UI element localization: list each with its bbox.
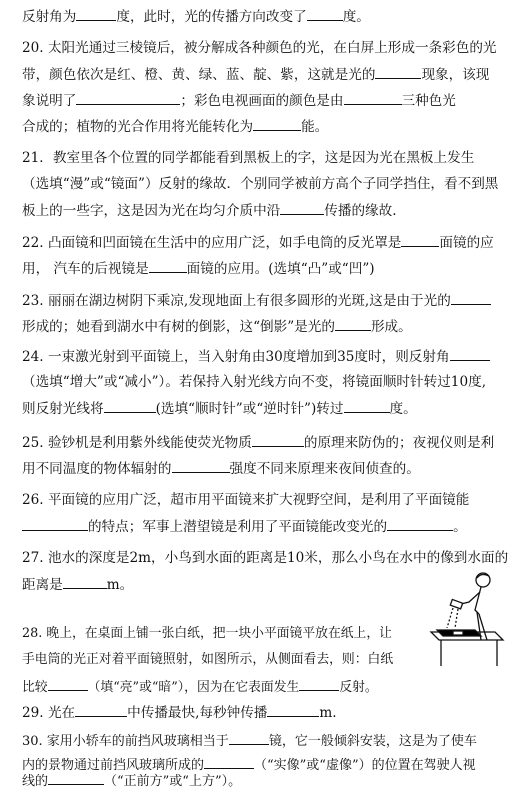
- q23-line-2: [22, 316, 412, 337]
- q30-line-1: [22, 730, 477, 752]
- q22-line-2: [22, 258, 375, 279]
- flashlight-mirror-figure: [425, 570, 515, 670]
- q27-line-1: 27. 池水的深度是2m，小鸟到水面的距离是10米，那么小鸟在水中的像到水面的: [22, 550, 509, 566]
- text: 面镜的应用。(选填“凸”或“凹”): [186, 261, 375, 277]
- q27-line-2: [22, 574, 133, 595]
- answer-blank[interactable]: [76, 90, 180, 105]
- answer-blank[interactable]: [75, 702, 127, 717]
- q28-line-1: 28. 晚上，在桌面上铺一张白纸，把一块小平面镜平放在纸上，让: [22, 626, 392, 641]
- text: 镜，它一般倾斜安装，这是为了使车: [268, 734, 477, 749]
- text: 用不同温度的物体辐射的: [22, 461, 172, 477]
- text: 25. 验钞机是利用紫外线能使荧光物质: [22, 435, 252, 451]
- answer-blank[interactable]: [63, 574, 107, 589]
- text: 度，此时，光的传播方向改变了: [116, 9, 307, 25]
- q20-line-4: [22, 116, 328, 137]
- text: 板上的一些字，这是因为光在均匀介质中沿: [22, 203, 281, 219]
- text: 比较: [22, 680, 48, 695]
- answer-blank[interactable]: [229, 730, 269, 745]
- answer-blank[interactable]: [48, 676, 88, 691]
- answer-blank[interactable]: [401, 232, 439, 247]
- answer-blank[interactable]: [307, 6, 343, 21]
- q25-line-2: [22, 458, 420, 479]
- text: 三种色光: [401, 93, 456, 109]
- answer-blank[interactable]: [387, 516, 453, 531]
- q22-line-1: [22, 232, 494, 253]
- text: 面镜的应: [439, 235, 494, 251]
- text: 形成。: [370, 319, 412, 335]
- text: 23. 丽丽在湖边树阴下乘凉,发现地面上有很多圆形的光斑,这是由于光的: [22, 293, 451, 309]
- answer-blank[interactable]: [252, 432, 304, 447]
- q24-line-3: [22, 398, 417, 419]
- text: 则反射光线将: [22, 401, 104, 417]
- answer-blank[interactable]: [450, 346, 490, 361]
- q20-line-2: [22, 64, 489, 85]
- text: 象说明了: [22, 93, 77, 109]
- text: （“正前方”或“上方”）。: [104, 774, 242, 789]
- q19-line: [22, 6, 370, 27]
- answer-blank[interactable]: [104, 398, 156, 413]
- q26-line-2: [22, 516, 467, 537]
- q20-line-1: 20. 太阳光通过三棱镜后，被分解成各种颜色的光，在白屏上形成一条彩色的光: [22, 40, 497, 56]
- text: 的特点；军事上潜望镜是利用了平面镜能改变光的: [88, 519, 388, 535]
- q21-line-2: （选填“漫”或“镜面”）反射的缘故．个别同学被前方高个子同学挡住，看不到黑: [22, 176, 499, 192]
- text: m。: [106, 577, 134, 593]
- text: 反射。: [339, 680, 378, 695]
- answer-blank[interactable]: [172, 458, 230, 473]
- text: 29. 光在: [22, 705, 76, 721]
- q21-line-1: 21．教室里各个位置的同学都能看到黑板上的字，这是因为光在黑板上发生: [22, 150, 475, 166]
- answer-blank[interactable]: [204, 754, 254, 769]
- text: 线的: [22, 774, 49, 789]
- text: 。: [453, 519, 467, 535]
- answer-blank[interactable]: [375, 64, 421, 79]
- text: 用， 汽车的后视镜是: [22, 261, 149, 277]
- q28-line-2: 手电筒的光正对着平面镜照射，如图所示，从侧面看去，则：白纸: [22, 652, 394, 667]
- text: 度。: [389, 401, 417, 417]
- text: 的原理来防伪的；夜视仪则是利: [303, 435, 495, 451]
- answer-blank[interactable]: [22, 516, 88, 531]
- answer-blank[interactable]: [344, 398, 390, 413]
- text: 传播的缘故.: [324, 203, 397, 219]
- q24-line-2: （选填“增大”或“减小”）。若保持入射光线方向不变，将镜面顺时针转过10度,: [22, 374, 487, 390]
- text: （填“亮”或“暗”），因为在它表面发生: [87, 680, 300, 695]
- text: 反射角为: [22, 9, 77, 25]
- text: 带，颜色依次是红、橙、黄、绿、蓝、靛、紫，这就是光的: [22, 67, 376, 83]
- answer-blank[interactable]: [280, 200, 324, 215]
- text: 距离是: [22, 577, 63, 593]
- q24-line-1: [22, 346, 490, 367]
- text: 现象，该现: [421, 67, 490, 83]
- answer-blank[interactable]: [149, 258, 187, 273]
- text: m.: [319, 705, 337, 721]
- text: 强度不同来原理来夜间侦查的。: [229, 461, 420, 477]
- text: 形成的；她看到湖水中有树的倒影，这“倒影”是光的: [22, 319, 335, 335]
- text: 合成的；植物的光合作用将光能转化为: [22, 119, 254, 135]
- q23-line-1: [22, 290, 491, 311]
- text: 度。: [342, 9, 370, 25]
- text: 内的景物通过前挡风玻璃所成的: [22, 758, 205, 773]
- answer-blank[interactable]: [451, 290, 491, 305]
- text: （“实像”或“虚像”）的位置在驾驶人视: [254, 758, 476, 773]
- answer-blank[interactable]: [253, 116, 301, 131]
- answer-blank[interactable]: [335, 316, 371, 331]
- q26-line-1: 26. 平面镜的应用广泛，超市用平面镜来扩大视野空间，是利用了平面镜能: [22, 492, 470, 508]
- answer-blank[interactable]: [267, 702, 319, 717]
- q25-line-1: [22, 432, 494, 453]
- answer-blank[interactable]: [299, 676, 339, 691]
- q30-line-3: [22, 770, 241, 792]
- answer-blank[interactable]: [76, 6, 116, 21]
- text: 22. 凸面镜和凹面镜在生活中的应用广泛，如手电筒的反光罩是: [22, 235, 402, 251]
- q20-line-3: [22, 90, 456, 111]
- text: 能。: [301, 119, 329, 135]
- q29-line: [22, 702, 337, 723]
- answer-blank[interactable]: [344, 90, 402, 105]
- answer-blank[interactable]: [48, 770, 104, 785]
- text: ；彩色电视画面的颜色是由: [180, 93, 344, 109]
- q28-line-3: [22, 676, 378, 698]
- q21-line-3: [22, 200, 397, 221]
- text: (选填“顺时针”或“逆时针”)转过: [155, 401, 344, 417]
- text: 24. 一束激光射到平面镜上，当入射角由30度增加到35度时，则反射角: [22, 349, 450, 365]
- text: 30. 家用小轿车的前挡风玻璃相当于: [22, 734, 229, 749]
- text: 中传播最快,每秒钟传播: [127, 705, 268, 721]
